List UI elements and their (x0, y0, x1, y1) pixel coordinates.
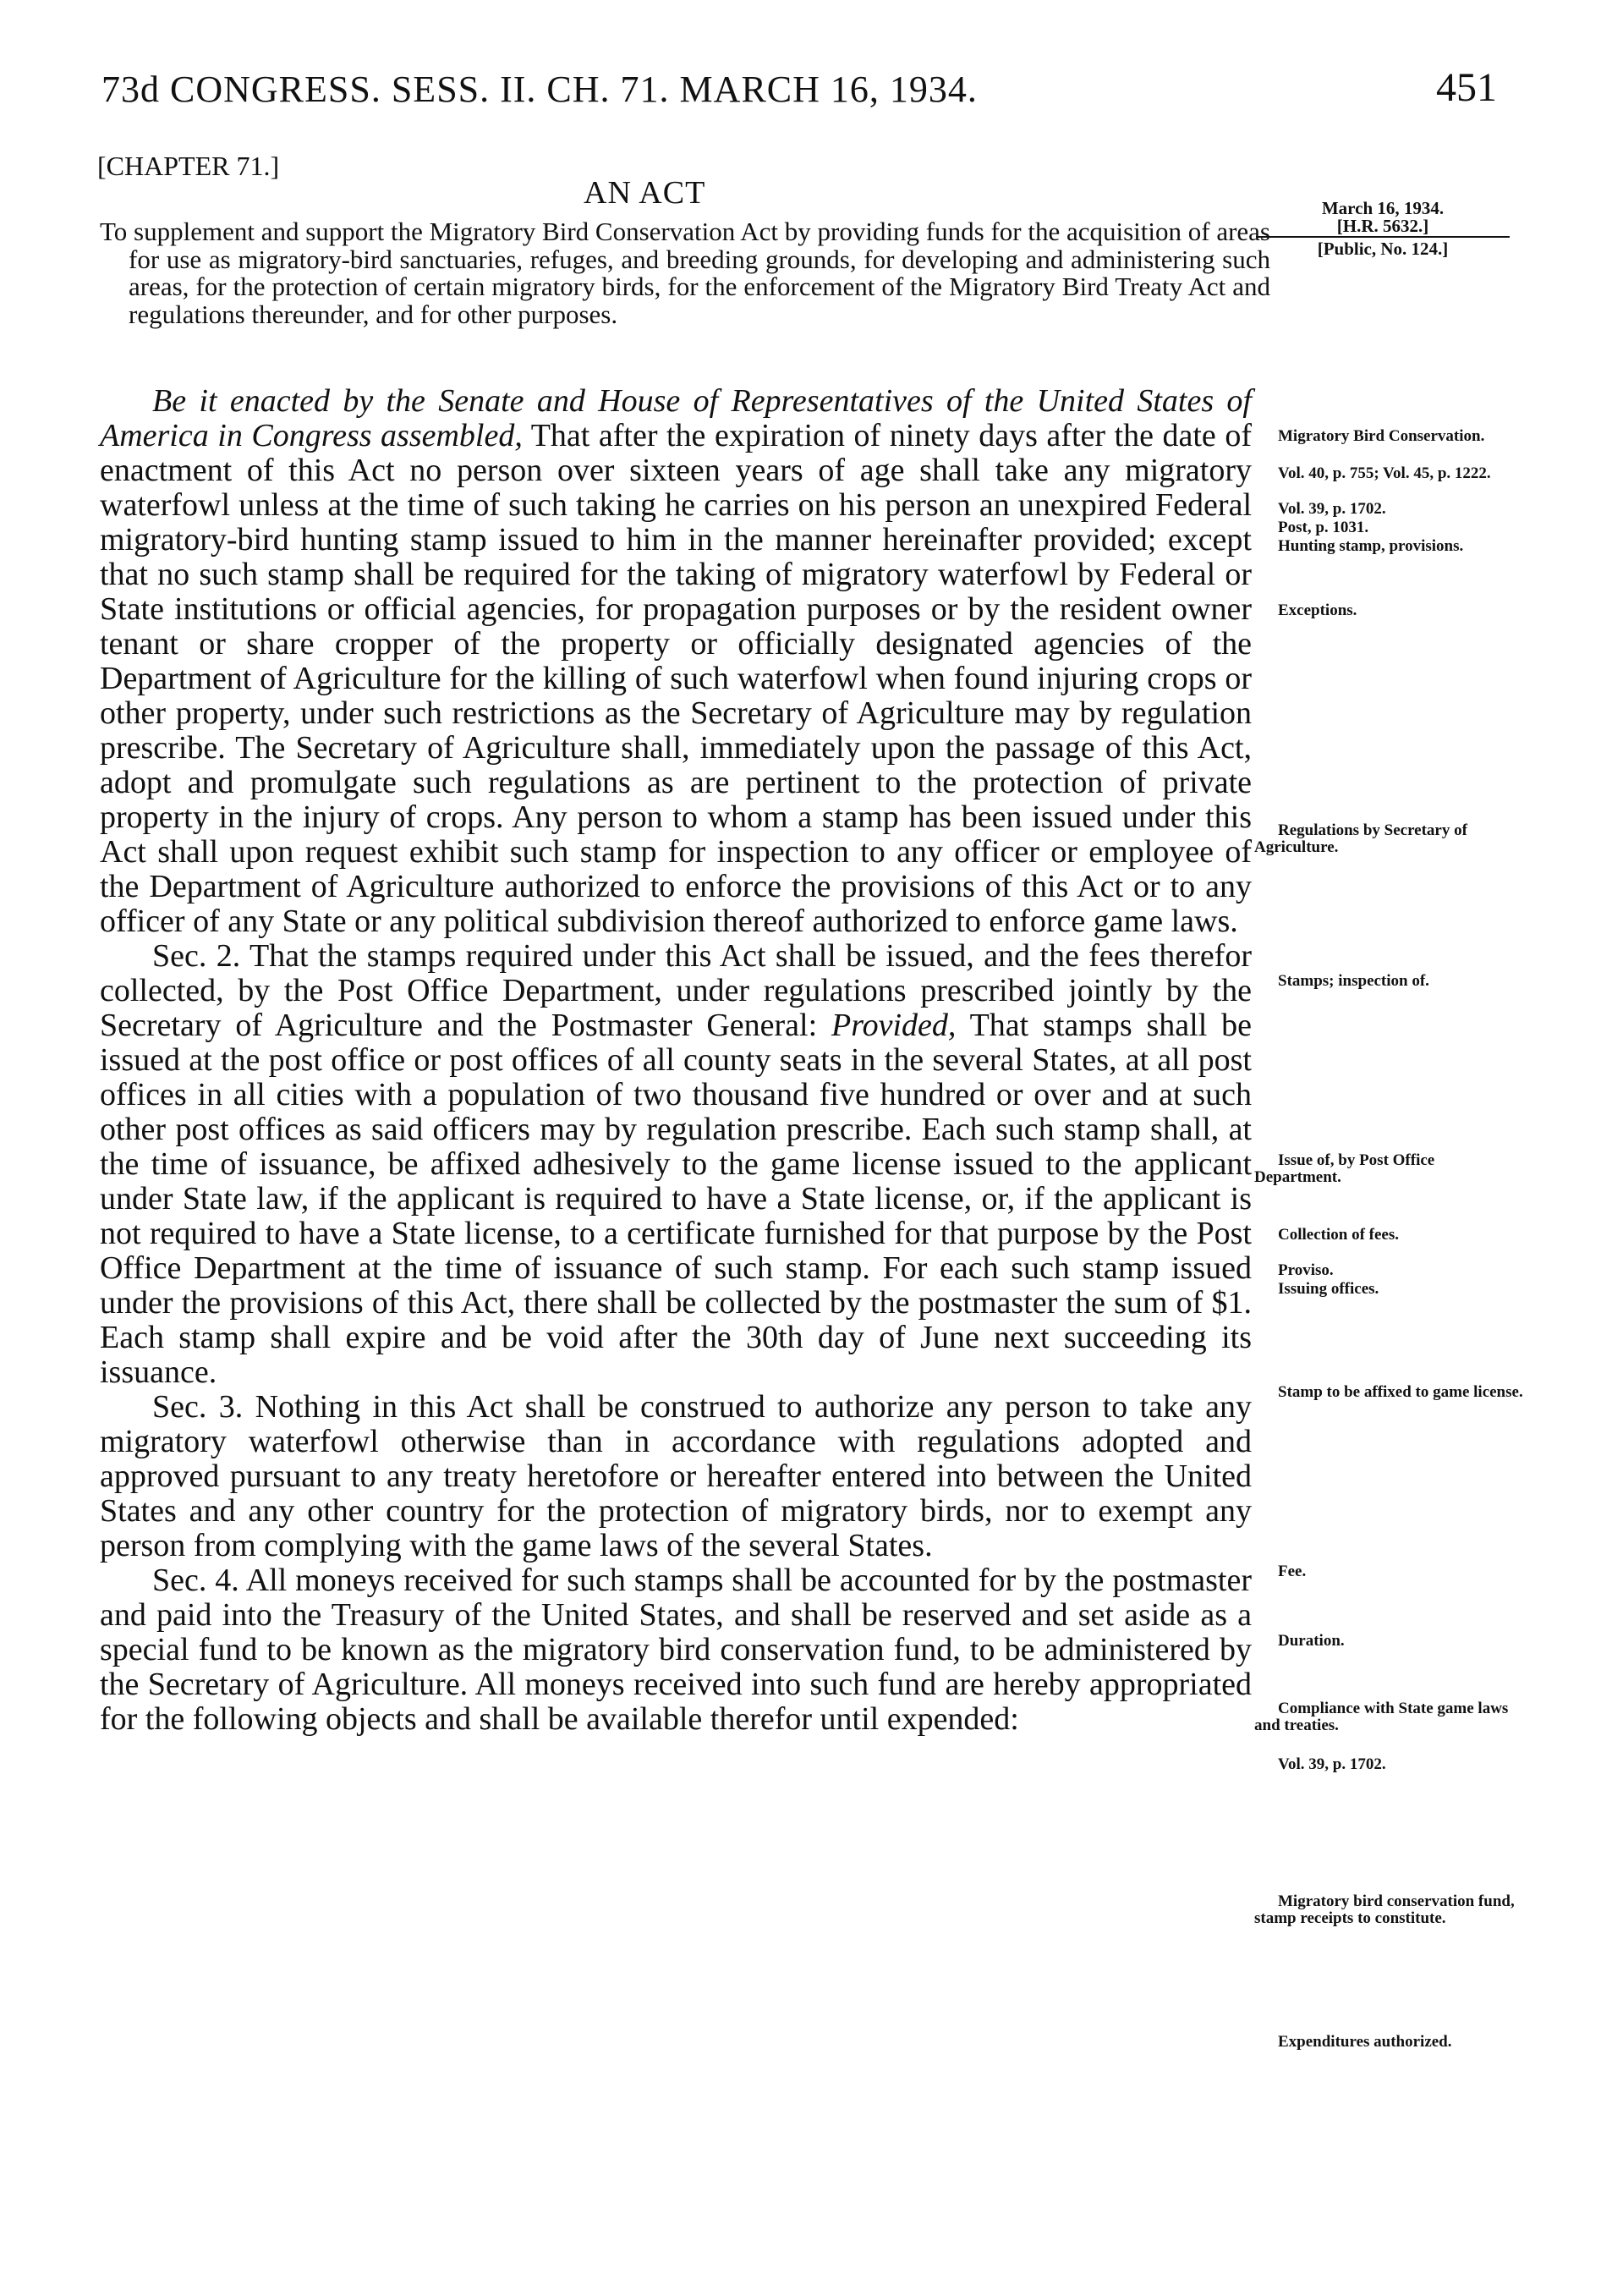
page-number: 451 (1436, 65, 1497, 110)
margin-note: Compliance with State game laws and treaties. (1254, 1700, 1509, 1734)
margin-note: Proviso. (1278, 1261, 1334, 1279)
margin-note: Migratory bird conservation fund, stamp receipts to constitute. (1254, 1892, 1515, 1927)
section-3-text: Nothing in this Act shall be construed to authorize any person to take any migratory waterfowl otherwise than in accordance with regulations adopted and approved pursuant to any treaty heretofore or hereafter entered into between the United States and any other country for the protection of migratory birds, nor to exempt any person from complying with the game laws of the several States. (100, 1389, 1252, 1563)
margin-note: Regulations by Secretary of Agriculture. (1254, 821, 1467, 856)
section-2-label: Sec. 2. (152, 938, 241, 974)
chapter-label: [CHAPTER 71.] (97, 151, 280, 181)
act-public-law: [Public, No. 124.] (1317, 239, 1449, 259)
section-4-text: All moneys received for such stamps shall be accounted for by the postmaster and paid into the Treasury of the United States, and shall be reserved and set aside as a special fund to be known as the migratory bird conservation fund, to be administered by the Secretary of Agriculture. All moneys received into such fund are hereby appropriated for the following objects and shall be available therefor until expended: (100, 1563, 1252, 1737)
margin-note: Expenditures authorized. (1278, 2033, 1452, 2051)
section-3-label: Sec. 3. (152, 1389, 244, 1425)
margin-note: Migratory Bird Conservation. (1278, 427, 1485, 445)
margin-note: Vol. 39, p. 1702. (1278, 500, 1386, 518)
margin-note: Vol. 39, p. 1702. (1278, 1755, 1386, 1773)
margin-note: Duration. (1278, 1632, 1345, 1650)
section-1 (100, 384, 1252, 939)
section-4-label: Sec. 4. (152, 1563, 239, 1598)
act-date: March 16, 1934. (1321, 198, 1445, 218)
section-2-text-b: That stamps shall be issued at the post office or post offices of all county seats in the several States, at all post offices in all cities with a population of two thousand five hundred or over and at such other post offices as said officers may by regulation prescribe. Each such stamp shall, at the time of issuance, be affixed adhesively to the game license issued to the applicant under State law, if the applicant is required to have a State license, or, if the applicant is not required to have a State license, to a certificate furnished for that purpose by the Post Office Department at the time of issuance of such stamp. For each such stamp issued under the provisions of this Act, there shall be collected by the postmaster the sum of $1. Each stamp shall expire and be void after the 30th day of June next succeeding its issuance. (100, 1008, 1252, 1390)
margin-note: Collection of fees. (1278, 1226, 1399, 1244)
act-bill-number: [H.R. 5632.] (1256, 217, 1510, 238)
running-title: 73d CONGRESS. SESS. II. CH. 71. MARCH 16, 1934. (101, 69, 978, 110)
margin-note: Exceptions. (1278, 601, 1357, 619)
margin-note: Hunting stamp, provisions. (1278, 537, 1464, 555)
enacting-clause: Be it enacted by the Senate and House of Representatives of the United States of America in Congress assembled, (100, 383, 1252, 453)
section-2-proviso: Provided, (831, 1008, 957, 1043)
section-4 (100, 1563, 1252, 1737)
running-header (101, 64, 1505, 124)
section-1-text: That after the expiration of ninety days after the date of enactment of this Act no person over sixteen years of age shall take any migratory waterfowl unless at the time of such taking he carries on his person an unexpired Federal migratory-bird hunting stamp issued to him in the manner hereinafter provided; except that no such stamp shall be required for the taking of migratory waterfowl by Federal or State institutions or official agencies, for propagation purposes or by the resident owner tenant or share cropper of the property or officially designated agencies of the Department of Agriculture for the killing of such waterfowl when found injuring crops or other property, under such restrictions as the Secretary of Agriculture may by regulation prescribe. The Secretary of Agriculture shall, immediately upon the passage of this Act, adopt and promulgate such regulations as are pertinent to the protection of private property in the injury of crops. Any person to whom a stamp has been issued under this Act shall upon request exhibit such stamp for inspection to any officer or employee of the Department of Agriculture authorized to enforce the provisions of this Act or to any officer of any State or any political subdivision thereof authorized to enforce game laws. (100, 418, 1252, 939)
margin-note: Stamp to be affixed to game license. (1278, 1383, 1523, 1401)
margin-note: Fee. (1278, 1563, 1307, 1580)
margin-note: Issuing offices. (1278, 1280, 1379, 1298)
margin-note: Vol. 40, p. 755; Vol. 45, p. 1222. (1278, 464, 1491, 482)
section-2 (100, 939, 1252, 1390)
act-title: To supplement and support the Migratory Bird Conservation Act by providing funds for the acquisition of areas for use as migratory-bird sanctuaries, refuges, and breeding grounds, for developing and administering such areas, for the protection of certain migratory birds, for the enforcement of the Migratory Bird Treaty Act and regulations thereunder, and for other purposes. (100, 217, 1270, 329)
act-body (100, 384, 1252, 1737)
margin-note: Stamps; inspection of. (1278, 972, 1429, 990)
margin-note: Post, p. 1031. (1278, 519, 1369, 536)
margin-note: Issue of, by Post Office Department. (1254, 1151, 1435, 1186)
section-2-text-a: That the stamps required under this Act shall be issued, and the fees therefor collected, by the Post Office Department, under regulations prescribed jointly by the Secretary of Agriculture and the Postmaster General: (100, 938, 1252, 1043)
section-3 (100, 1390, 1252, 1563)
act-heading: AN ACT (584, 175, 706, 211)
